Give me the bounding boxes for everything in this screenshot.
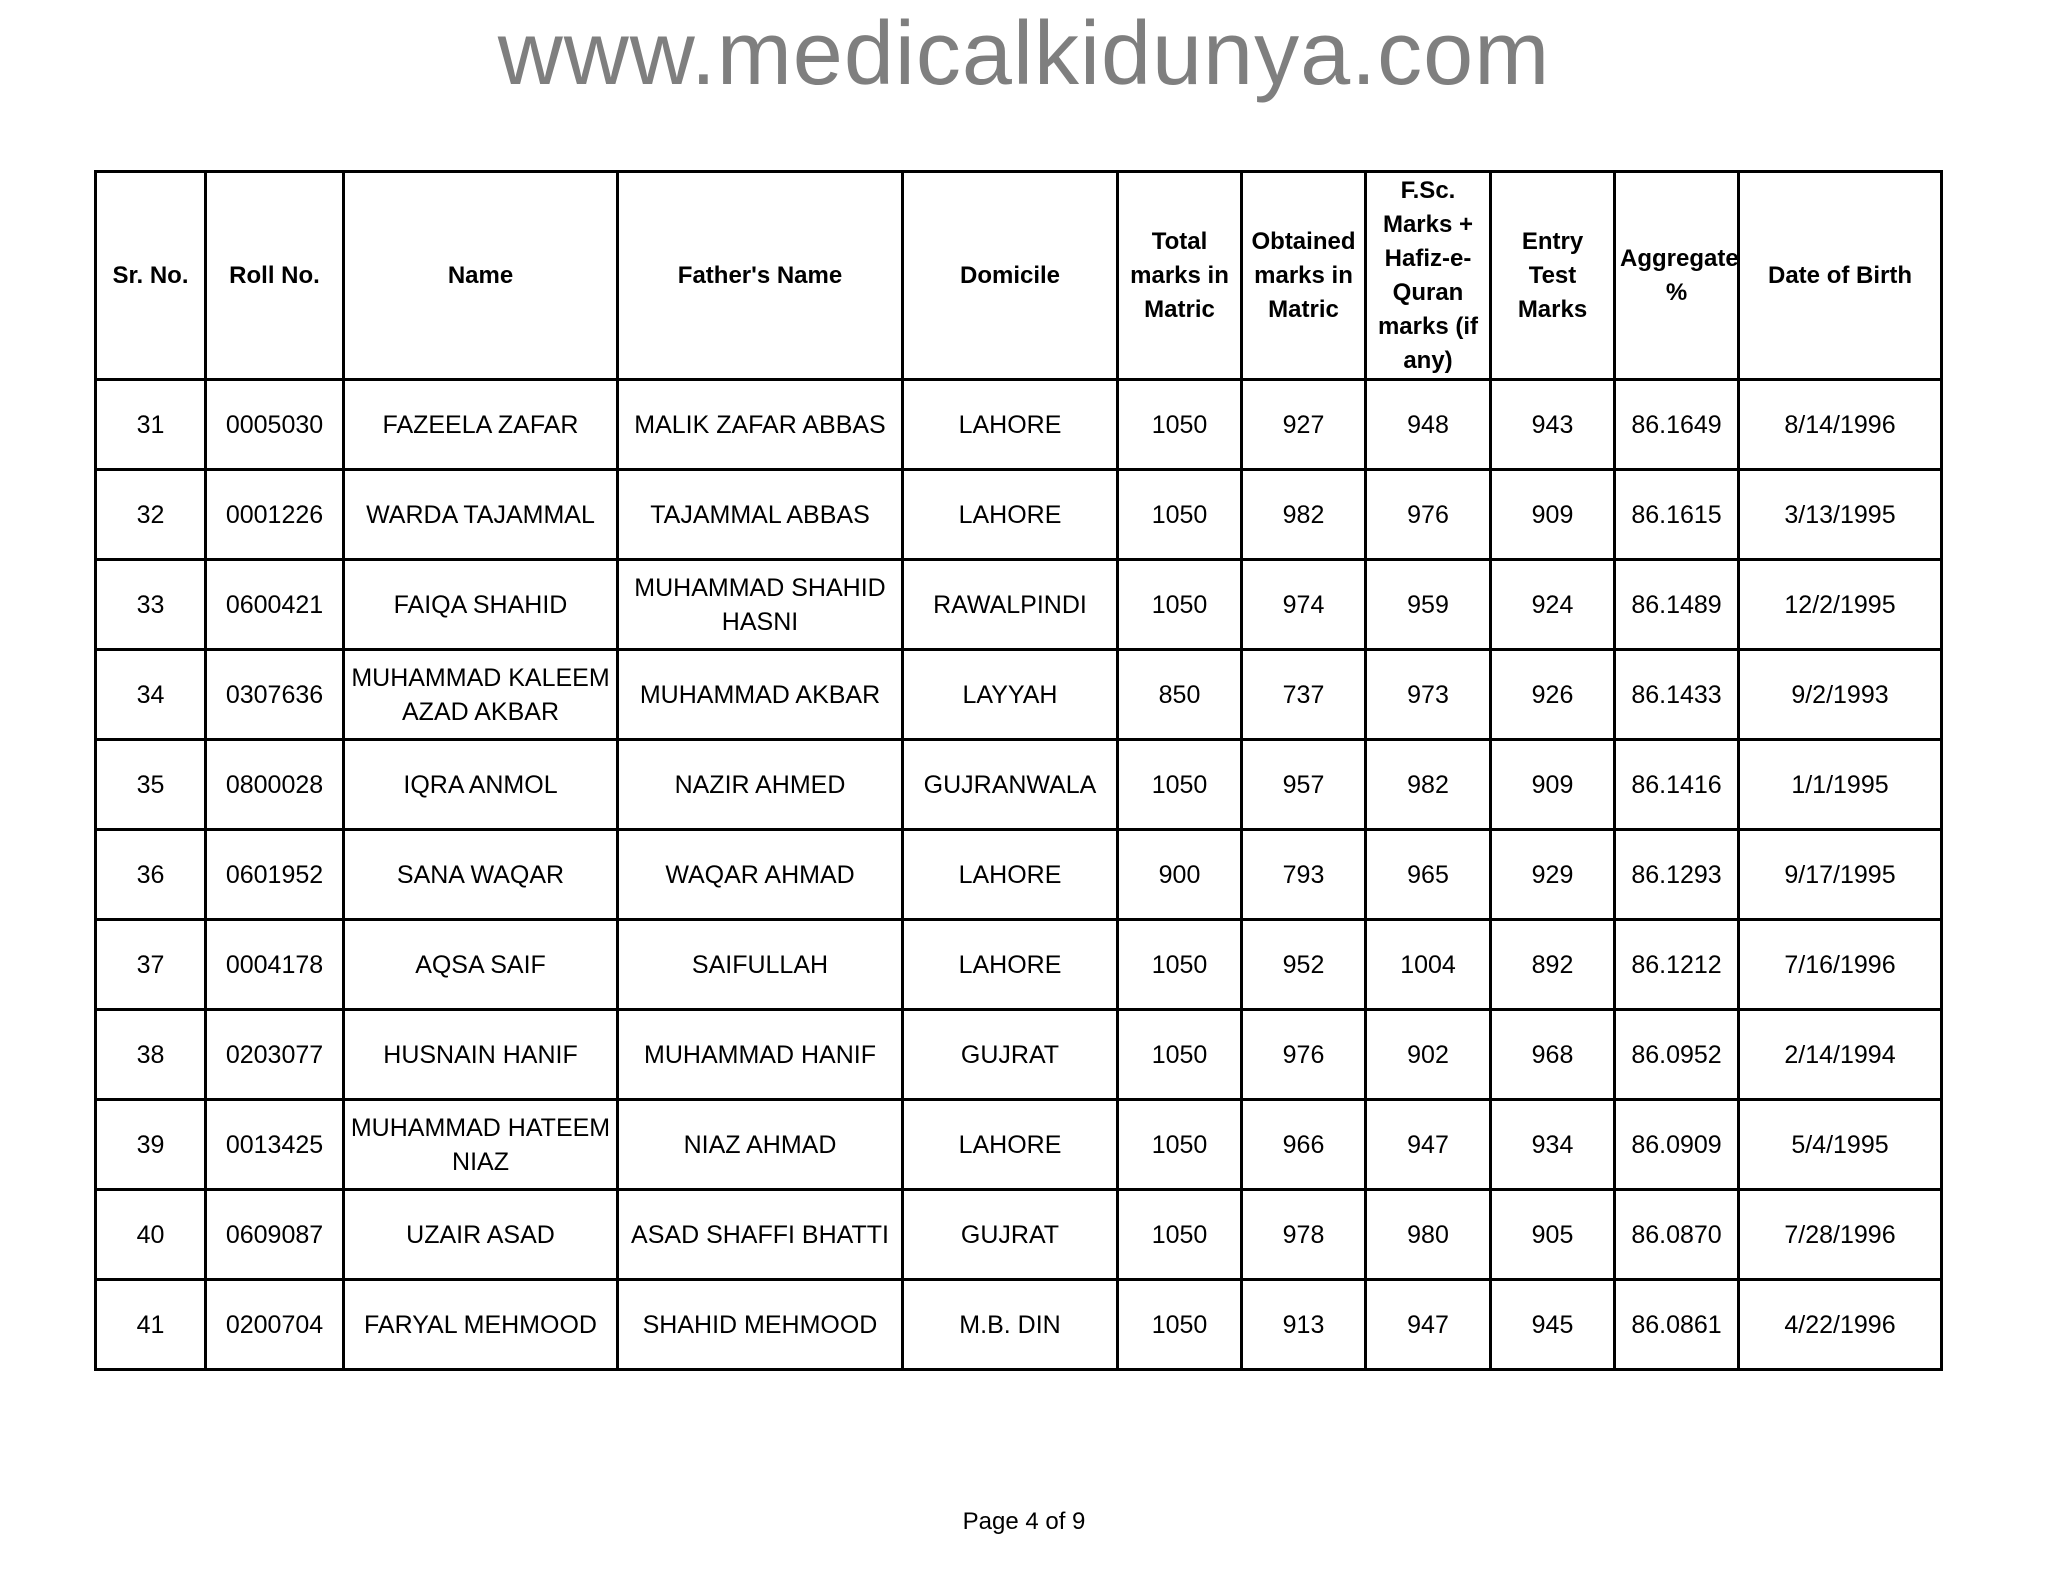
- cell-sr-no: 33: [96, 560, 206, 650]
- header-sr-no: Sr. No.: [96, 172, 206, 380]
- cell-aggregate: 86.1649: [1615, 380, 1739, 470]
- cell-entry-test: 909: [1491, 470, 1615, 560]
- table-header-row: [96, 172, 1942, 380]
- cell-date-of-birth: 12/2/1995: [1739, 560, 1942, 650]
- table-row: [96, 560, 1942, 650]
- header-entry-test: Entry Test Marks: [1491, 172, 1615, 380]
- cell-roll-no: 0307636: [206, 650, 344, 740]
- watermark-site-name: www.medicalkidunya.com: [497, 4, 1551, 104]
- table-row: [96, 650, 1942, 740]
- cell-domicile: LAHORE: [903, 830, 1118, 920]
- cell-aggregate: 86.1433: [1615, 650, 1739, 740]
- cell-name: MUHAMMAD KALEEM AZAD AKBAR: [344, 650, 618, 740]
- cell-domicile: LAYYAH: [903, 650, 1118, 740]
- cell-fsc-marks: 973: [1366, 650, 1491, 740]
- cell-total-matric: 1050: [1118, 1280, 1242, 1370]
- cell-roll-no: 0601952: [206, 830, 344, 920]
- cell-fsc-marks: 976: [1366, 470, 1491, 560]
- cell-aggregate: 86.0870: [1615, 1190, 1739, 1280]
- cell-total-matric: 1050: [1118, 1010, 1242, 1100]
- cell-date-of-birth: 9/2/1993: [1739, 650, 1942, 740]
- cell-obtained-matric: 952: [1242, 920, 1366, 1010]
- cell-fsc-marks: 965: [1366, 830, 1491, 920]
- cell-name: SANA WAQAR: [344, 830, 618, 920]
- cell-domicile: RAWALPINDI: [903, 560, 1118, 650]
- cell-entry-test: 934: [1491, 1100, 1615, 1190]
- cell-obtained-matric: 978: [1242, 1190, 1366, 1280]
- cell-name: FARYAL MEHMOOD: [344, 1280, 618, 1370]
- cell-name: AQSA SAIF: [344, 920, 618, 1010]
- table-row: [96, 1010, 1942, 1100]
- table-row: [96, 1100, 1942, 1190]
- cell-fsc-marks: 982: [1366, 740, 1491, 830]
- cell-fsc-marks: 1004: [1366, 920, 1491, 1010]
- cell-roll-no: 0609087: [206, 1190, 344, 1280]
- cell-date-of-birth: 7/28/1996: [1739, 1190, 1942, 1280]
- header-total-matric: Total marks in Matric: [1118, 172, 1242, 380]
- cell-fathers-name: WAQAR AHMAD: [618, 830, 903, 920]
- cell-domicile: GUJRAT: [903, 1190, 1118, 1280]
- header-fathers-name: Father's Name: [618, 172, 903, 380]
- cell-total-matric: 1050: [1118, 1100, 1242, 1190]
- cell-roll-no: 0200704: [206, 1280, 344, 1370]
- cell-entry-test: 926: [1491, 650, 1615, 740]
- cell-total-matric: 1050: [1118, 560, 1242, 650]
- cell-entry-test: 968: [1491, 1010, 1615, 1100]
- cell-obtained-matric: 976: [1242, 1010, 1366, 1100]
- cell-entry-test: 905: [1491, 1190, 1615, 1280]
- cell-date-of-birth: 3/13/1995: [1739, 470, 1942, 560]
- cell-domicile: GUJRANWALA: [903, 740, 1118, 830]
- cell-fathers-name: MALIK ZAFAR ABBAS: [618, 380, 903, 470]
- cell-entry-test: 929: [1491, 830, 1615, 920]
- cell-total-matric: 1050: [1118, 380, 1242, 470]
- cell-obtained-matric: 793: [1242, 830, 1366, 920]
- cell-name: FAZEELA ZAFAR: [344, 380, 618, 470]
- cell-sr-no: 35: [96, 740, 206, 830]
- page-number: Page 4 of 9: [962, 1508, 1086, 1535]
- table-row: [96, 740, 1942, 830]
- cell-entry-test: 909: [1491, 740, 1615, 830]
- cell-domicile: LAHORE: [903, 380, 1118, 470]
- header-date-of-birth: Date of Birth: [1739, 172, 1942, 380]
- cell-aggregate: 86.1615: [1615, 470, 1739, 560]
- cell-fathers-name: SAIFULLAH: [618, 920, 903, 1010]
- header-fsc-marks: F.Sc. Marks + Hafiz-e-Quran marks (if any): [1366, 172, 1491, 380]
- cell-fathers-name: SHAHID MEHMOOD: [618, 1280, 903, 1370]
- cell-fathers-name: MUHAMMAD SHAHID HASNI: [618, 560, 903, 650]
- cell-name: IQRA ANMOL: [344, 740, 618, 830]
- cell-roll-no: 0005030: [206, 380, 344, 470]
- header-aggregate: Aggregate %: [1615, 172, 1739, 380]
- cell-total-matric: 1050: [1118, 920, 1242, 1010]
- cell-obtained-matric: 957: [1242, 740, 1366, 830]
- cell-fsc-marks: 947: [1366, 1100, 1491, 1190]
- cell-date-of-birth: 7/16/1996: [1739, 920, 1942, 1010]
- cell-date-of-birth: 1/1/1995: [1739, 740, 1942, 830]
- cell-obtained-matric: 982: [1242, 470, 1366, 560]
- cell-domicile: LAHORE: [903, 1100, 1118, 1190]
- cell-sr-no: 34: [96, 650, 206, 740]
- cell-obtained-matric: 966: [1242, 1100, 1366, 1190]
- cell-obtained-matric: 927: [1242, 380, 1366, 470]
- cell-date-of-birth: 9/17/1995: [1739, 830, 1942, 920]
- cell-name: FAIQA SHAHID: [344, 560, 618, 650]
- cell-sr-no: 31: [96, 380, 206, 470]
- cell-date-of-birth: 2/14/1994: [1739, 1010, 1942, 1100]
- table-row: [96, 830, 1942, 920]
- cell-sr-no: 32: [96, 470, 206, 560]
- cell-total-matric: 1050: [1118, 740, 1242, 830]
- cell-aggregate: 86.0861: [1615, 1280, 1739, 1370]
- cell-fsc-marks: 980: [1366, 1190, 1491, 1280]
- cell-domicile: M.B. DIN: [903, 1280, 1118, 1370]
- cell-aggregate: 86.1293: [1615, 830, 1739, 920]
- cell-obtained-matric: 737: [1242, 650, 1366, 740]
- cell-sr-no: 36: [96, 830, 206, 920]
- cell-date-of-birth: 4/22/1996: [1739, 1280, 1942, 1370]
- merit-list-table: [94, 170, 1943, 1371]
- cell-fsc-marks: 902: [1366, 1010, 1491, 1100]
- cell-fathers-name: NAZIR AHMED: [618, 740, 903, 830]
- cell-entry-test: 924: [1491, 560, 1615, 650]
- cell-aggregate: 86.0952: [1615, 1010, 1739, 1100]
- cell-date-of-birth: 5/4/1995: [1739, 1100, 1942, 1190]
- cell-roll-no: 0013425: [206, 1100, 344, 1190]
- cell-name: UZAIR ASAD: [344, 1190, 618, 1280]
- cell-fathers-name: MUHAMMAD HANIF: [618, 1010, 903, 1100]
- cell-fathers-name: TAJAMMAL ABBAS: [618, 470, 903, 560]
- cell-roll-no: 0001226: [206, 470, 344, 560]
- header-name: Name: [344, 172, 618, 380]
- table-row: [96, 470, 1942, 560]
- cell-aggregate: 86.1489: [1615, 560, 1739, 650]
- cell-roll-no: 0800028: [206, 740, 344, 830]
- cell-sr-no: 41: [96, 1280, 206, 1370]
- cell-roll-no: 0203077: [206, 1010, 344, 1100]
- cell-name: HUSNAIN HANIF: [344, 1010, 618, 1100]
- cell-obtained-matric: 974: [1242, 560, 1366, 650]
- cell-domicile: LAHORE: [903, 920, 1118, 1010]
- table-row: [96, 920, 1942, 1010]
- cell-fathers-name: MUHAMMAD AKBAR: [618, 650, 903, 740]
- cell-entry-test: 892: [1491, 920, 1615, 1010]
- cell-sr-no: 40: [96, 1190, 206, 1280]
- cell-total-matric: 850: [1118, 650, 1242, 740]
- table-row: [96, 1190, 1942, 1280]
- cell-name: WARDA TAJAMMAL: [344, 470, 618, 560]
- cell-sr-no: 38: [96, 1010, 206, 1100]
- cell-fathers-name: NIAZ AHMAD: [618, 1100, 903, 1190]
- cell-fsc-marks: 959: [1366, 560, 1491, 650]
- cell-sr-no: 39: [96, 1100, 206, 1190]
- cell-fathers-name: ASAD SHAFFI BHATTI: [618, 1190, 903, 1280]
- cell-total-matric: 1050: [1118, 1190, 1242, 1280]
- cell-date-of-birth: 8/14/1996: [1739, 380, 1942, 470]
- table-row: [96, 1280, 1942, 1370]
- cell-domicile: LAHORE: [903, 470, 1118, 560]
- cell-entry-test: 945: [1491, 1280, 1615, 1370]
- cell-name: MUHAMMAD HATEEM NIAZ: [344, 1100, 618, 1190]
- cell-aggregate: 86.1416: [1615, 740, 1739, 830]
- cell-total-matric: 900: [1118, 830, 1242, 920]
- table-body: [96, 380, 1942, 1370]
- cell-domicile: GUJRAT: [903, 1010, 1118, 1100]
- cell-aggregate: 86.0909: [1615, 1100, 1739, 1190]
- cell-obtained-matric: 913: [1242, 1280, 1366, 1370]
- cell-entry-test: 943: [1491, 380, 1615, 470]
- cell-fsc-marks: 948: [1366, 380, 1491, 470]
- cell-aggregate: 86.1212: [1615, 920, 1739, 1010]
- header-domicile: Domicile: [903, 172, 1118, 380]
- cell-sr-no: 37: [96, 920, 206, 1010]
- header-obtained-matric: Obtained marks in Matric: [1242, 172, 1366, 380]
- cell-fsc-marks: 947: [1366, 1280, 1491, 1370]
- cell-total-matric: 1050: [1118, 470, 1242, 560]
- header-roll-no: Roll No.: [206, 172, 344, 380]
- table-row: [96, 380, 1942, 470]
- cell-roll-no: 0600421: [206, 560, 344, 650]
- cell-roll-no: 0004178: [206, 920, 344, 1010]
